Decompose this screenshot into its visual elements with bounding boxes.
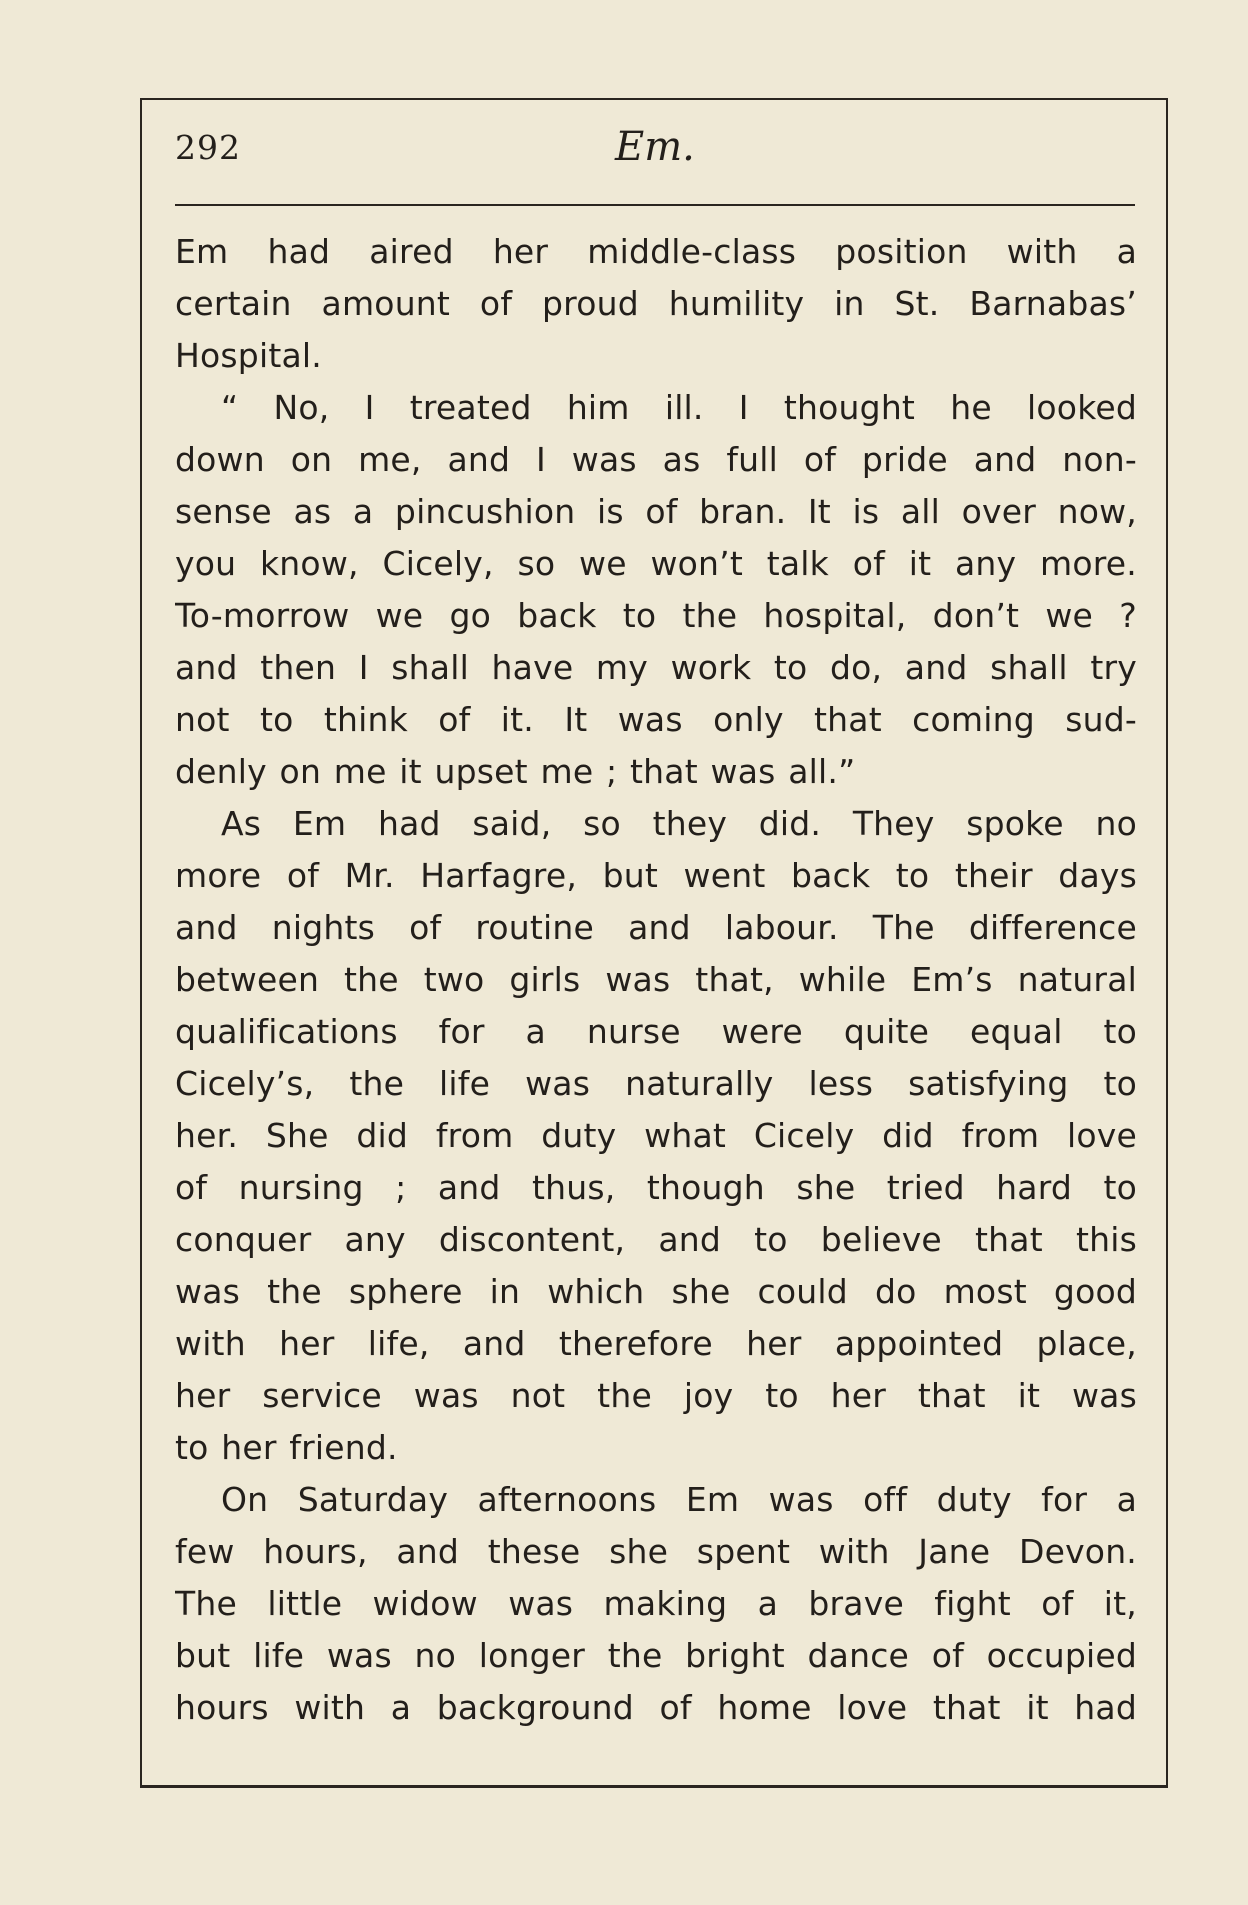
- text-line: you know, Cicely, so we won’t talk of it any more.: [175, 544, 1137, 583]
- text-line: was the sphere in which she could do most good: [175, 1272, 1137, 1311]
- running-title: Em.: [615, 124, 695, 170]
- text-line: On Saturday afternoons Em was off duty for a: [221, 1480, 1137, 1519]
- text-line: and then I shall have my work to do, and shall try: [175, 648, 1137, 687]
- text-line: not to think of it. It was only that coming sud-: [175, 700, 1137, 739]
- text-line: between the two girls was that, while Em’s natural: [175, 960, 1137, 999]
- text-line: Em had aired her middle-class position with a: [175, 232, 1137, 271]
- text-line: and nights of routine and labour. The difference: [175, 908, 1137, 947]
- text-line: her. She did from duty what Cicely did from love: [175, 1116, 1137, 1155]
- text-line: The little widow was making a brave fight of it,: [175, 1584, 1137, 1623]
- text-line: “ No, I treated him ill. I thought he looked: [221, 388, 1137, 427]
- header-rule: [175, 204, 1135, 206]
- text-line: certain amount of proud humility in St. Barnabas’: [175, 284, 1137, 323]
- text-line: of nursing ; and thus, though she tried hard to: [175, 1168, 1137, 1207]
- text-line: conquer any discontent, and to believe that this: [175, 1220, 1137, 1259]
- text-line: hours with a background of home love that it had: [175, 1688, 1137, 1727]
- text-line: to her friend.: [175, 1428, 398, 1467]
- text-line: qualifications for a nurse were quite equal to: [175, 1012, 1137, 1051]
- text-line: with her life, and therefore her appointed place,: [175, 1324, 1137, 1363]
- text-line: her service was not the joy to her that it was: [175, 1376, 1137, 1415]
- text-line: more of Mr. Harfagre, but went back to their days: [175, 856, 1137, 895]
- text-line: sense as a pincushion is of bran. It is all over now,: [175, 492, 1137, 531]
- body-text: [175, 226, 1137, 1734]
- text-line: down on me, and I was as full of pride and non-: [175, 440, 1137, 479]
- text-line: Cicely’s, the life was naturally less satisfying to: [175, 1064, 1137, 1103]
- text-line: As Em had said, so they did. They spoke no: [221, 804, 1137, 843]
- text-line: To-morrow we go back to the hospital, don’t we ?: [175, 596, 1137, 635]
- page-number: 292: [175, 128, 241, 167]
- text-line: but life was no longer the bright dance of occupied: [175, 1636, 1137, 1675]
- page-header: [175, 124, 1135, 188]
- text-line: Hospital.: [175, 336, 322, 375]
- text-line: denly on me it upset me ; that was all.”: [175, 752, 856, 791]
- text-line: few hours, and these she spent with Jane Devon.: [175, 1532, 1137, 1571]
